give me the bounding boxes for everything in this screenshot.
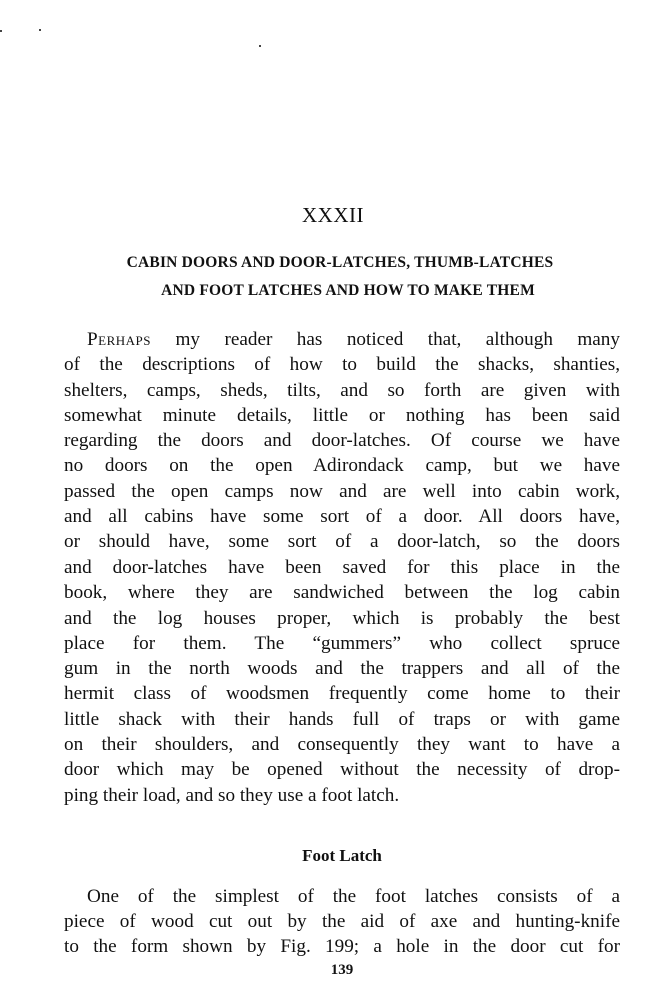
page-number: 139 bbox=[330, 962, 354, 978]
paragraph-line: piece of wood cut out by the aid of axe and hunting-knife bbox=[64, 911, 620, 932]
scan-speck bbox=[259, 45, 261, 47]
paragraph-line: passed the open camps now and are well into cabin work, bbox=[64, 481, 620, 502]
paragraph-line: gum in the north woods and the trappers and all of the bbox=[64, 658, 620, 679]
paragraph-line: ping their load, and so they use a foot latch. bbox=[64, 785, 400, 806]
paragraph-line: hermit class of woodsmen frequently come home to their bbox=[64, 683, 620, 704]
line-text: my reader has noticed that, although many bbox=[151, 329, 620, 350]
paragraph-line: and door-latches have been saved for this place in the bbox=[64, 557, 620, 578]
paragraph-line: book, where they are sandwiched between the log cabin bbox=[64, 582, 620, 603]
paragraph-line: on their shoulders, and consequently they want to have a bbox=[64, 734, 620, 755]
paragraph-line: and the log houses proper, which is probably the best bbox=[64, 608, 620, 629]
section-heading: Foot Latch bbox=[302, 846, 382, 865]
paragraph-line: regarding the doors and door-latches. Of course we have bbox=[64, 430, 620, 451]
paragraph-line: shelters, camps, sheds, tilts, and so forth are given with bbox=[64, 380, 620, 401]
paragraph-line bbox=[87, 327, 620, 352]
scan-speck bbox=[39, 29, 41, 31]
paragraph-line: place for them. The “gummers” who collect spruce bbox=[64, 633, 620, 654]
scan-speck bbox=[0, 30, 2, 32]
paragraph-line: of the descriptions of how to build the shacks, shanties, bbox=[64, 354, 620, 375]
lead-word: Perhaps bbox=[87, 329, 152, 350]
paragraph-line: no doors on the open Adirondack camp, but we have bbox=[64, 455, 620, 476]
chapter-title-line: CABIN DOORS AND DOOR-LATCHES, THUMB-LATCHES bbox=[126, 254, 554, 271]
paragraph-line: and all cabins have some sort of a door. All doors have, bbox=[64, 506, 620, 527]
paragraph-line: little shack with their hands full of traps or with game bbox=[64, 709, 620, 730]
paragraph-line: somewhat minute details, little or nothing has been said bbox=[64, 405, 620, 426]
paragraph-line: to the form shown by Fig. 199; a hole in the door cut for bbox=[64, 936, 620, 957]
chapter-title-line: AND FOOT LATCHES AND HOW TO MAKE THEM bbox=[161, 282, 535, 299]
paragraph-line: or should have, some sort of a door-latch, so the doors bbox=[64, 531, 620, 552]
paragraph-line: One of the simplest of the foot latches consists of a bbox=[87, 886, 620, 907]
paragraph-line: door which may be opened without the necessity of drop- bbox=[64, 759, 620, 780]
chapter-number: XXXII bbox=[302, 203, 364, 227]
